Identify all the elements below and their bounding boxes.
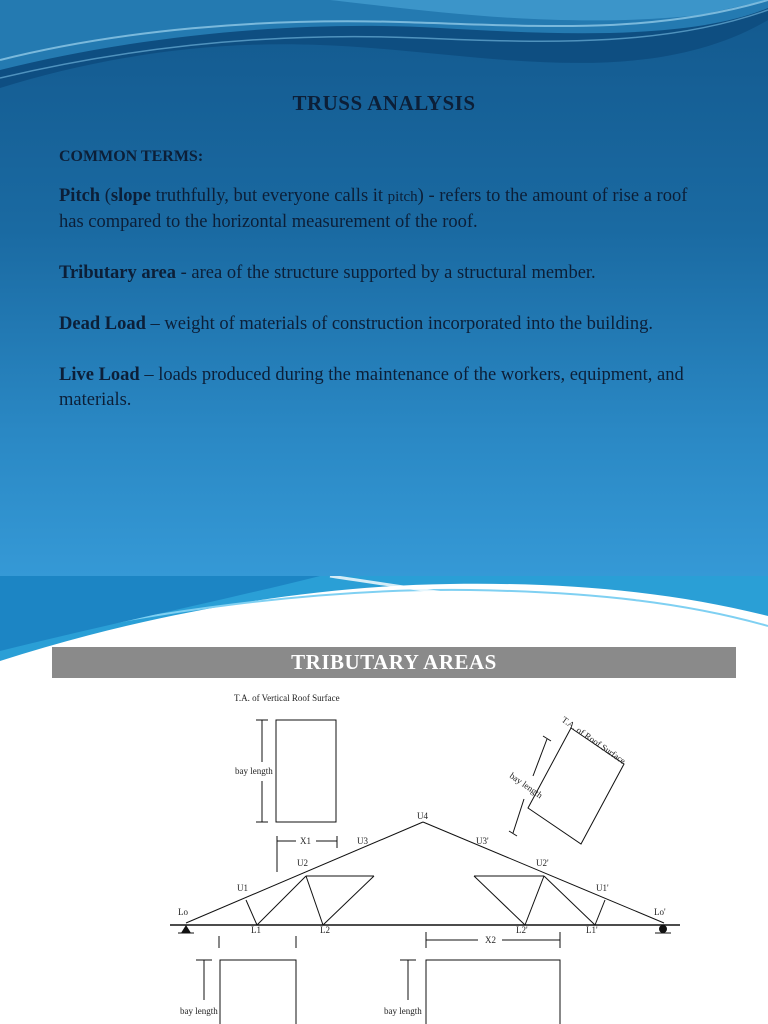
ta-vertical-label: T.A. of Vertical Roof Surface: [234, 693, 340, 703]
slide-body: [59, 148, 709, 439]
slope-term: slope: [110, 186, 151, 206]
web-u1-l1: [246, 900, 257, 925]
dead-load-term: Dead Load: [59, 314, 146, 334]
live-load-definition: Live Load – loads produced during the maintenance of the workers, equipment, and materials.: [59, 365, 684, 410]
web-u2-l2: [306, 876, 323, 925]
web-u2-l1: [257, 876, 306, 925]
bay-length-label-rotated: bay length: [507, 770, 545, 801]
tributary-area-term: Tributary area: [59, 263, 176, 283]
pitch-term: Pitch: [59, 186, 101, 206]
ta-vertical-rectangle: [276, 720, 336, 822]
bay-length-rot-dim-upper: [533, 739, 547, 776]
tributary-area-definition: Tributary area - area of the structure supported by a structural member.: [59, 263, 596, 283]
slide-tributary-areas: [0, 576, 768, 1024]
truss-diagram: [0, 576, 768, 1024]
web-u3-l2: [323, 876, 374, 925]
x2-label: X2: [485, 935, 496, 945]
node-u1p-label: U1': [596, 883, 609, 893]
left-pin-support: [181, 925, 191, 933]
web-u1p-l1p: [595, 900, 605, 925]
ta-roof-label: T.A. of Roof Surface: [559, 714, 628, 766]
node-u3p-label: U3': [476, 836, 489, 846]
ta-lower-left-rectangle: [220, 960, 296, 1024]
bay-length-label-upper: bay length: [235, 766, 273, 776]
bay-length-label-lower-right: bay length: [384, 1006, 422, 1016]
node-lo-label: Lo: [178, 907, 188, 917]
node-l2-label: L2: [320, 925, 330, 935]
slide-title: TRUSS ANALYSIS: [292, 91, 476, 115]
pitch-definition: Pitch (slope truthfully, but everyone calls it pitch) - refers to the amount of rise a roof has compared to the horizontal measurement of the roof.: [59, 186, 688, 232]
node-lop-label: Lo': [654, 907, 666, 917]
slide-title-banner: TRIBUTARY AREAS: [52, 647, 736, 678]
node-u2-label: U2: [297, 858, 308, 868]
node-l2p-label: L2': [516, 925, 528, 935]
bay-length-rot-dim-lower: [513, 799, 524, 833]
node-l1-label: L1: [251, 925, 261, 935]
live-load-term: Live Load: [59, 365, 140, 385]
node-l1p-label: L1': [586, 925, 598, 935]
node-u1-label: U1: [237, 883, 248, 893]
right-top-chord: [423, 822, 664, 923]
right-roller-support: [659, 925, 667, 933]
x1-label: X1: [300, 836, 311, 846]
node-u3-label: U3: [357, 836, 368, 846]
dead-load-definition: Dead Load – weight of materials of construction incorporated into the building.: [59, 314, 653, 334]
bay-length-label-lower-left: bay length: [180, 1006, 218, 1016]
ta-lower-right-rectangle: [426, 960, 560, 1024]
node-u2p-label: U2': [536, 858, 549, 868]
common-terms-heading: COMMON TERMS:: [59, 148, 204, 165]
web-u2p-l2p: [525, 876, 544, 925]
node-u4-label: U4: [417, 811, 428, 821]
web-u3p-l2p: [474, 876, 525, 925]
